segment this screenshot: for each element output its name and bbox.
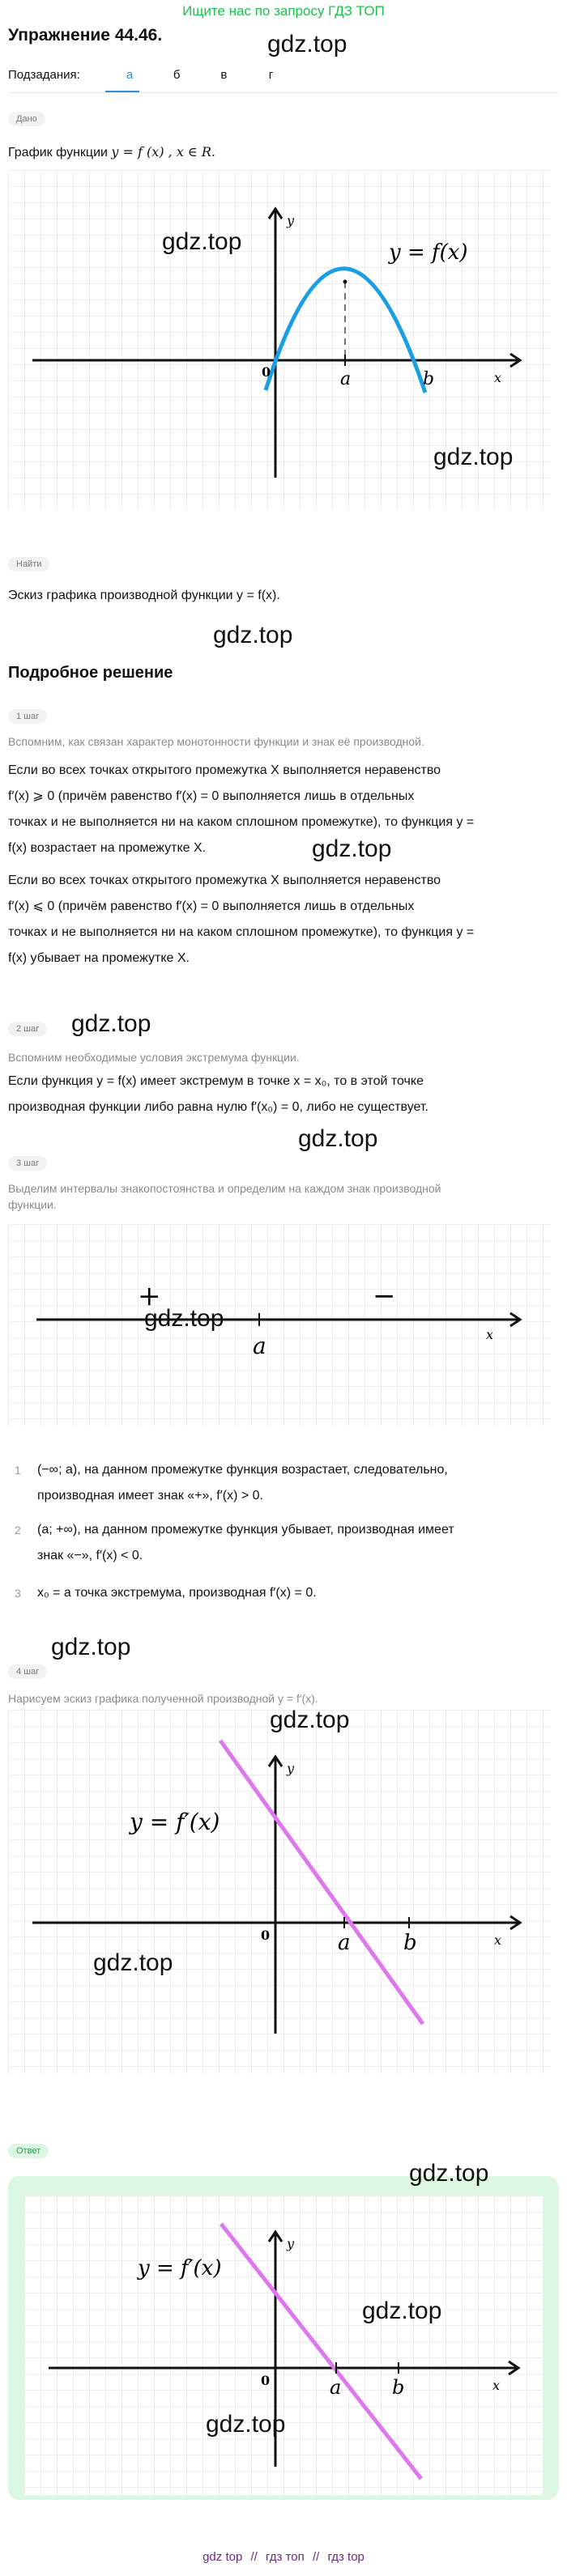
step1-p1-line: Если во всех точках открытого промежутка X выполняется неравенство (8, 763, 441, 777)
watermark: gdz.top (213, 622, 293, 648)
sign-graph-svg (8, 1224, 551, 1426)
answer-pill: Ответ (8, 2144, 49, 2158)
footer-separator: // (250, 2550, 258, 2564)
answer-graph (24, 2196, 543, 2495)
solution-title: Подробное решение (8, 664, 173, 682)
list-item (8, 1457, 559, 1509)
x-axis-label: x (492, 2378, 501, 2393)
watermark: gdz.top (93, 1949, 173, 1976)
step3-pill: 3 шаг (8, 1156, 47, 1171)
watermark: gdz.top (144, 1305, 224, 1332)
step3-intro-line: функции. (8, 1198, 57, 1211)
footer-separator: // (312, 2550, 320, 2564)
list-item-number: 3 (15, 1587, 21, 1600)
derivative-graph (8, 1710, 551, 2074)
step1-p2-line: точках и не выполняется ни на каком сплошном промежутке), то функция y = (8, 925, 475, 939)
answer-graph-svg (24, 2196, 543, 2495)
label-a: a (338, 1931, 351, 1955)
derivative-line (221, 2224, 421, 2479)
step4-pill: 4 шаг (8, 1664, 47, 1679)
watermark: gdz.top (298, 1125, 378, 1152)
list-item-line: (a; +∞), на данном промежутке функция убывает, производная имеет (37, 1523, 454, 1537)
watermark: gdz.top (267, 31, 347, 57)
sign-graph (8, 1224, 551, 1426)
curve-label: y = f′(x) (138, 2256, 222, 2281)
origin-label: 0 (261, 2373, 271, 2388)
page-title: Упражнение 44.46. (8, 26, 163, 45)
subtasks-label: Подзадания: (8, 68, 80, 82)
step1-paragraph1 (8, 758, 474, 861)
list-item-line: (−∞; a), на данном промежутке функция возрастает, следовательно, (37, 1463, 448, 1477)
footer-links (0, 2550, 567, 2564)
given-prefix: График функции (8, 146, 108, 159)
subtasks-row (8, 68, 293, 82)
step2-pill: 2 шаг (8, 1022, 47, 1036)
minus-sign: − (373, 1280, 396, 1312)
curve-label: y = f(x) (389, 240, 468, 265)
label-a: a (330, 2376, 342, 2399)
tab-v[interactable]: в (220, 68, 228, 82)
watermark: gdz.top (51, 1634, 131, 1660)
watermark: gdz.top (433, 444, 514, 470)
search-banner[interactable]: Ищите нас по запросу ГДЗ ТОП (182, 3, 385, 19)
x-axis-label: x (486, 1327, 494, 1342)
footer-link[interactable]: gdz top (202, 2550, 243, 2564)
watermark: gdz.top (162, 228, 242, 255)
step1-p1-line: точках и не выполняется ни на каком сплошном промежутке), то функция y = (8, 815, 475, 829)
tab-g[interactable]: г (268, 68, 274, 82)
step3-intro-line: Выделим интервалы знакопостоянства и определим на каждом знак производной (8, 1182, 441, 1195)
origin-label: 0 (262, 364, 271, 380)
watermark: gdz.top (362, 2298, 442, 2324)
y-axis-label: y (287, 2236, 295, 2251)
given-pill: Дано (8, 112, 45, 126)
plus-sign: + (138, 1280, 161, 1312)
derivative-graph-svg (8, 1710, 551, 2074)
step1-paragraph2 (8, 868, 474, 971)
step3-intro (8, 1180, 441, 1213)
footer-link[interactable]: гдз топ (266, 2550, 305, 2564)
label-a: a (340, 369, 352, 389)
list-item-line: производная имеет знак «+», f′(x) > 0. (37, 1489, 263, 1503)
step1-p2-line: f(x) убывает на промежутке X. (8, 951, 190, 965)
max-point (343, 280, 347, 284)
y-axis-label: y (287, 1761, 295, 1776)
step2-intro: Вспомним необходимые условия экстремума функции. (8, 1051, 300, 1064)
label-b: b (392, 2376, 405, 2399)
step2-line: Если функция y = f(x) имеет экстремум в точке x = x₀, то в этой точке (8, 1074, 424, 1088)
derivative-line (220, 1741, 423, 2024)
step1-p1-line: f′(x) ⩾ 0 (причём равенство f′(x) = 0 выполняется лишь в отдельных (8, 789, 415, 803)
find-text: Эскиз графика производной функции y = f(x). (8, 589, 280, 602)
step2-paragraph (8, 1069, 428, 1120)
label-a: a (253, 1333, 266, 1359)
x-axis-label: x (494, 1932, 502, 1948)
step1-p2-line: Если во всех точках открытого промежутка X выполняется неравенство (8, 874, 441, 887)
list-item-number: 1 (15, 1464, 21, 1477)
find-pill: Найти (8, 557, 49, 572)
list-item-line: x₀ = a точка экстремума, производная f′(x) = 0. (37, 1586, 317, 1600)
curve-label: y = f′(x) (130, 1809, 220, 1835)
watermark: gdz.top (409, 2160, 489, 2187)
label-b: b (423, 369, 435, 389)
step1-pill: 1 шаг (8, 709, 47, 724)
watermark: gdz.top (270, 1707, 350, 1733)
step3-list (8, 1457, 559, 1606)
tab-a[interactable]: а (126, 68, 134, 82)
watermark: gdz.top (206, 2411, 286, 2438)
y-axis-label: y (287, 213, 295, 228)
active-tab-indicator (105, 91, 139, 92)
watermark: gdz.top (312, 835, 392, 862)
label-b: b (403, 1931, 417, 1955)
tab-b[interactable]: б (173, 68, 181, 82)
step2-line: производная функции либо равна нулю f′(x₀) = 0, либо не существует. (8, 1100, 428, 1114)
step1-p1-line: f(x) возрастает на промежутке X. (8, 841, 207, 855)
step4-intro: Нарисуем эскиз графика полученной производной y = f′(x). (8, 1692, 318, 1705)
footer-link[interactable]: гдз top (327, 2550, 364, 2564)
list-item (8, 1580, 559, 1606)
watermark: gdz.top (71, 1010, 151, 1037)
list-item (8, 1517, 559, 1569)
origin-label: 0 (261, 1928, 271, 1943)
given-formula: y = f (x) , x ∈ R. (111, 144, 215, 159)
step1-p2-line: f′(x) ⩽ 0 (причём равенство f′(x) = 0 выполняется лишь в отдельных (8, 899, 415, 913)
tabs-divider (8, 92, 559, 93)
step1-intro: Вспомним, как связан характер монотонности функции и знак её производной. (8, 735, 424, 748)
list-item-line: знак «−», f′(x) < 0. (37, 1549, 143, 1562)
x-axis-label: x (494, 370, 502, 385)
given-text (8, 139, 215, 166)
list-item-number: 2 (15, 1524, 21, 1537)
